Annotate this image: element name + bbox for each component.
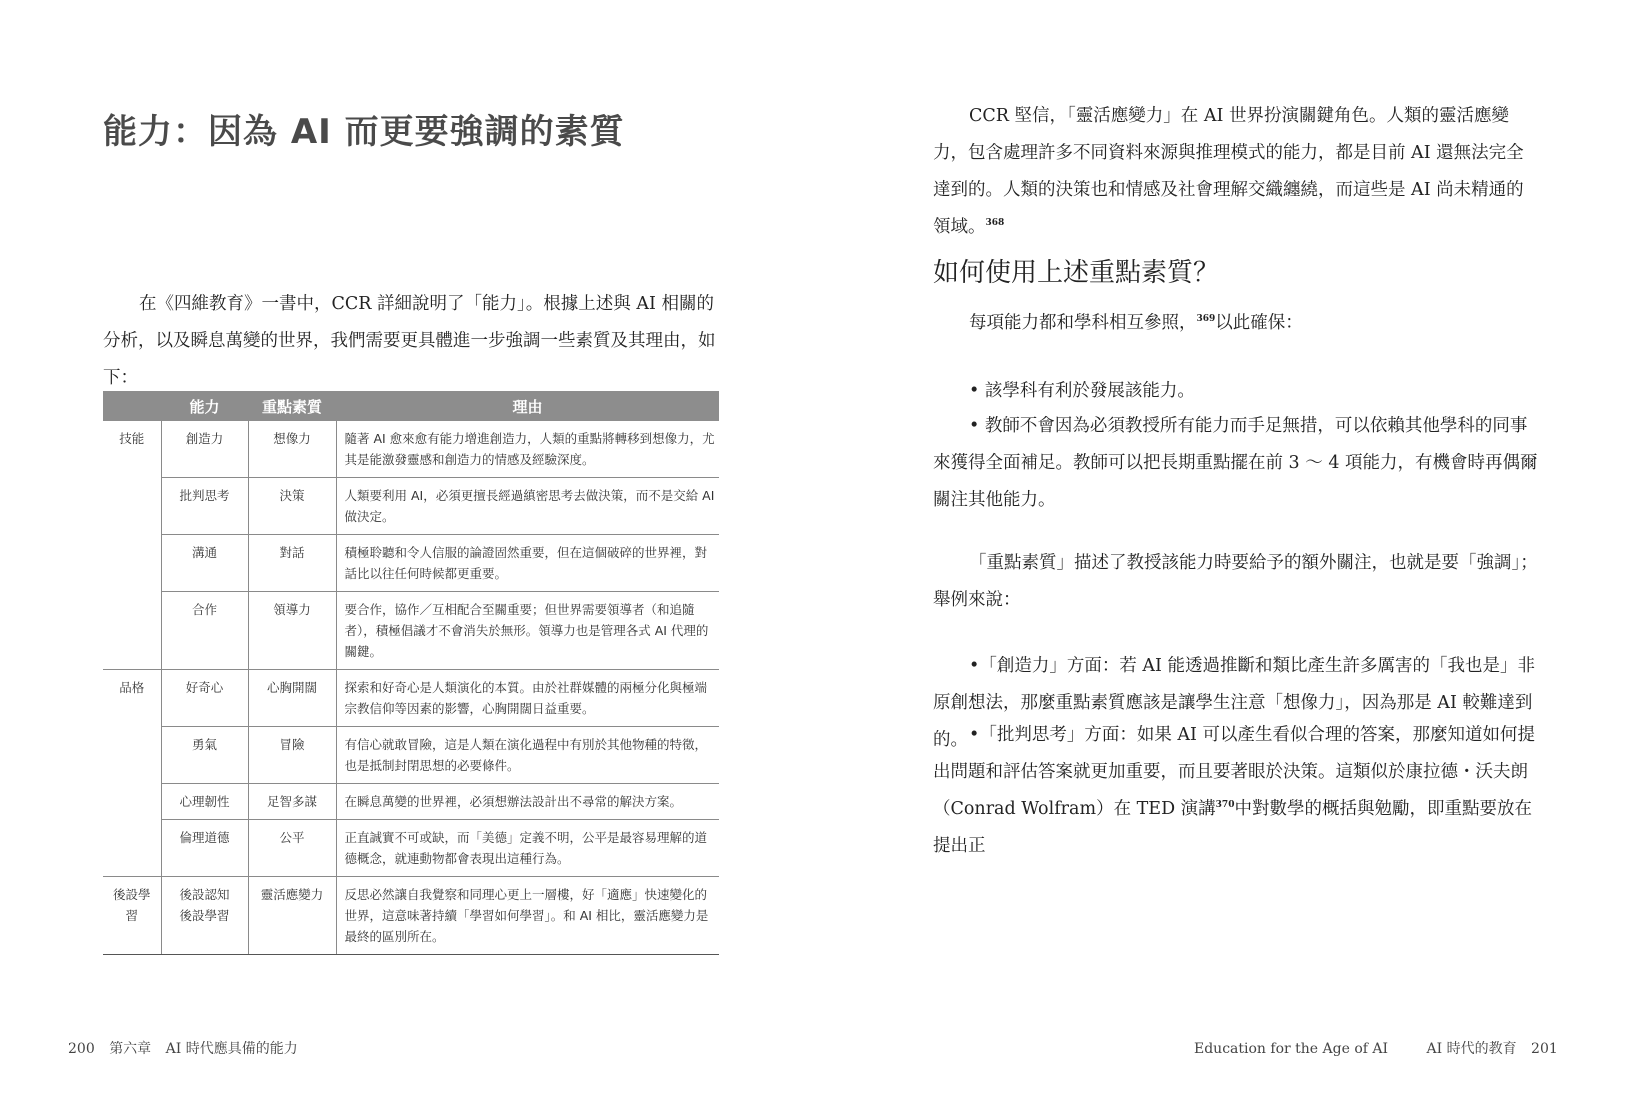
paragraph-text: 以此確保：: [1215, 313, 1303, 333]
bullet-item: •「創造力」方面：若 AI 能透過推斷和類比產生許多厲害的「我也是」非原創想法，那麼重點素質應該是讓學生注意「想像力」，因為那是 AI 較難達到的。: [933, 656, 1535, 750]
chapter-title: 能力：因為 AI 而更要強調的素質: [103, 112, 625, 152]
table-header-row: [103, 391, 719, 421]
footnote-ref: 368: [985, 218, 1005, 229]
page-number: 201: [1531, 1041, 1558, 1057]
ability-cell: 心理韌性: [161, 784, 248, 820]
category-skills: 技能: [103, 421, 161, 670]
reason-cell: 要合作，協作／互相配合至關重要；但世界需要領導者（和追隨者），積極倡議才不會消失於無形。領導力也是管理各式 AI 代理的關鍵。: [336, 592, 719, 670]
footer-chapter-title: AI 時代應具備的能力: [165, 1041, 298, 1057]
paragraph-emphasis: 「重點素質」描述了教授該能力時要給予的額外關注，也就是要「強調」；舉例來說：: [933, 553, 1538, 610]
footer-chapter: 第六章: [109, 1041, 152, 1057]
ability-line: 後設學習: [179, 908, 230, 923]
ability-cell: 創造力: [161, 421, 248, 478]
paragraph-text: 中對數學的概括與勉勵，即重點要放在提出正: [933, 799, 1532, 856]
ability-cell: [161, 877, 248, 955]
ability-cell: 倫理道德: [161, 820, 248, 877]
reason-cell: 反思必然讓自我覺察和同理心更上一層樓，好「適應」快速變化的世界，這意味著持續「學習如何學習」。和 AI 相比，靈活應變力是最終的區別所在。: [336, 877, 719, 955]
category-metalearning: 後設學習: [103, 877, 161, 955]
reason-cell: 隨著 AI 愈來愈有能力增進創造力，人類的重點將轉移到想像力，尤其是能激發靈感和創造力的情感及經驗深度。: [336, 421, 719, 478]
footnote-ref: 369: [1196, 314, 1216, 325]
paragraph-resilience: [933, 98, 1538, 246]
paragraph-crossref: [933, 305, 1538, 342]
bullet-item: [933, 717, 1538, 865]
table-row: [103, 478, 719, 535]
table-row: [103, 535, 719, 592]
quality-cell: 想像力: [248, 421, 336, 478]
quality-cell: 對話: [248, 535, 336, 592]
quality-cell: 決策: [248, 478, 336, 535]
header-reason: 理由: [336, 391, 719, 421]
reason-cell: 探索和好奇心是人類演化的本質。由於社群媒體的兩極分化與極端宗教信仰等因素的影響，心胸開闊日益重要。: [336, 670, 719, 727]
paragraph-text: CCR 堅信，「靈活應變力」在 AI 世界扮演關鍵角色。人類的靈活應變力，包含處理許多不同資料來源與推理模式的能力，都是目前 AI 還無法完全達到的。人類的決策也和情感及社會理解交織纏繞，而這些是 AI 尚未精通的領域。: [933, 106, 1524, 237]
table-row: [103, 820, 719, 877]
footer-book-title: Education for the Age of AI: [1194, 1041, 1389, 1057]
quality-cell: 公平: [248, 820, 336, 877]
table-row: [103, 592, 719, 670]
reason-cell: 在瞬息萬變的世界裡，必須想辦法設計出不尋常的解決方案。: [336, 784, 719, 820]
ability-cell: 合作: [161, 592, 248, 670]
header-quality: 重點素質: [248, 391, 336, 421]
ability-cell: 勇氣: [161, 727, 248, 784]
quality-cell: 足智多謀: [248, 784, 336, 820]
page-number: 200: [68, 1041, 95, 1057]
right-page: [820, 0, 1639, 1111]
right-footer: [1194, 1038, 1568, 1058]
table-row: [103, 670, 719, 727]
table-row: [103, 784, 719, 820]
section-heading: 如何使用上述重點素質？: [933, 258, 1220, 288]
table-row: [103, 727, 719, 784]
ability-cell: 好奇心: [161, 670, 248, 727]
header-category: [103, 391, 161, 421]
intro-paragraph: 在《四維教育》一書中，CCR 詳細說明了「能力」。根據上述與 AI 相關的分析，以及瞬息萬變的世界，我們需要更具體進一步強調一些素質及其理由，如下：: [103, 294, 716, 388]
ability-cell: 溝通: [161, 535, 248, 592]
reason-cell: 有信心就敢冒險，這是人類在演化過程中有別於其他物種的特徵，也是抵制封閉思想的必要條件。: [336, 727, 719, 784]
quality-cell: 心胸開闊: [248, 670, 336, 727]
quality-cell: 靈活應變力: [248, 877, 336, 955]
ability-table: [103, 391, 719, 955]
quality-cell: 冒險: [248, 727, 336, 784]
bullet-item: • 該學科有利於發展該能力。: [969, 381, 1195, 401]
header-ability: 能力: [161, 391, 248, 421]
quality-cell: 領導力: [248, 592, 336, 670]
reason-cell: 積極聆聽和令人信服的論證固然重要，但在這個破碎的世界裡，對話比以往任何時候都更重要。: [336, 535, 719, 592]
ability-cell: 批判思考: [161, 478, 248, 535]
paragraph-text: 每項能力都和學科相互參照，: [969, 313, 1197, 333]
reason-cell: 人類要利用 AI，必須更擅長經過縝密思考去做決策，而不是交給 AI 做決定。: [336, 478, 719, 535]
table-row: [103, 877, 719, 955]
footer-book-title-zh: AI 時代的教育: [1426, 1041, 1517, 1057]
category-character: 品格: [103, 670, 161, 877]
ability-line: 後設認知: [179, 887, 230, 902]
reason-cell: 正直誠實不可或缺，而「美德」定義不明，公平是最容易理解的道德概念，就連動物都會表現出這種行為。: [336, 820, 719, 877]
left-footer: [68, 1038, 308, 1058]
paragraph-text: •「批判思考」方面：如果 AI 可以產生看似合理的答案，那麼知道如何提出問題和評估答案就更加重要，而且要著眼於決策。這類似於康拉德・沃夫朗（Conrad Wolfram）在 TED 演講: [933, 725, 1535, 819]
bullet-item: • 教師不會因為必須教授所有能力而手足無措，可以依賴其他學科的同事來獲得全面補足。教師可以把長期重點擺在前 3 ～ 4 項能力，有機會時再偶爾關注其他能力。: [933, 416, 1538, 510]
footnote-ref: 370: [1215, 800, 1235, 811]
table-row: [103, 421, 719, 478]
